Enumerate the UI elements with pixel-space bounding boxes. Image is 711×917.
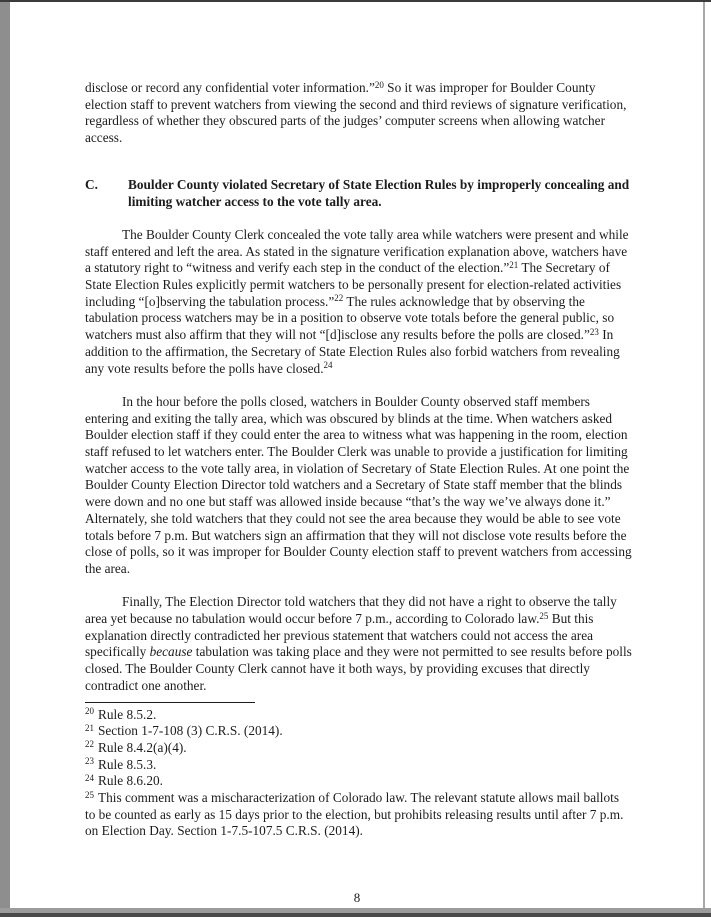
page-left-edge-strip <box>0 0 10 917</box>
page-right-edge-line <box>703 0 705 917</box>
footnote-text: Rule 8.5.2. <box>98 706 157 722</box>
body-paragraph: In the hour before the polls closed, watchers in Boulder County observed staff members entering and exiting the tally area, which was obscured by blinds at the time. When watchers asked Boulder election staff if they could enter the area to witness what was happening in the room, election staff refused to let watchers enter. The Boulder Clerk was unable to provide a justification for limiting watcher access to the vote tally area, in violation of Secretary of State Election Rules. At one point the Boulder County Election Director told watchers and a Secretary of State staff member that the blinds were down and no one but staff was allowed inside because “that’s the way we’ve always done it.” Alternately, she told watchers that they could not see the area because they would be able to see vote totals before 7 p.m. But watchers sign an affirmation that they will not disclose vote results before the close of polls, so it was improper for Boulder County election staff to prevent watchers from accessing the area. <box>85 393 632 576</box>
section-heading <box>85 177 632 210</box>
footnote <box>85 773 632 790</box>
footnote <box>85 740 632 757</box>
footnote-text: Rule 8.4.2(a)(4). <box>98 739 187 755</box>
footnote <box>85 723 632 740</box>
footnote-number: 20 <box>85 706 94 717</box>
body-paragraph: disclose or record any confidential voter information.”$^{20}$ So it was improper for Boulder County election staff to prevent watchers from viewing the second and third reviews of signature verification, regardless of whether they obscured parts of the judges’ computer screens when allowing watcher access. <box>85 79 627 146</box>
footnote-number: 22 <box>85 739 94 750</box>
footnote-text: This comment was a mischaracterization of Colorado law. The relevant statute allows mail ballots to be counted as early as 15 days prior to the election, but prohibits releasing results until after 7 p.m. on Election Day. Section 1-7.5-107.5 C.R.S. (2014). <box>85 790 624 839</box>
footnote-number: 23 <box>85 756 94 767</box>
page-number: 8 <box>353 890 361 905</box>
footnote-number: 25 <box>85 789 94 800</box>
section-heading-text: Boulder County violated Secretary of State Election Rules by improperly concealing and limiting watcher access to the vote tally area. <box>128 176 630 209</box>
footnote-number: 24 <box>85 772 94 783</box>
page-bottom-edge-shadow <box>0 913 711 917</box>
footnote <box>85 790 632 840</box>
footnote-separator <box>85 702 255 703</box>
section-heading-label: C. <box>85 176 98 192</box>
document-body <box>85 80 632 840</box>
body-paragraph: The Boulder County Clerk concealed the vote tally area while watchers were present and while staff entered and left the area. As stated in the signature verification explanation above, watchers have a statutory right to “witness and verify each step in the conduct of the election.”$^{21}$ The Secretary of State Election Rules explicitly permit watchers to be personally present for election-related activities including “[o]bserving the tabulation process.”$^{22}$ The rules acknowledge that by observing the tabulation process watchers may be in a position to observe vote totals before the general public, so watchers must also affirm that they will not “[d]isclose any results before the polls are closed.”$^{23}$ In addition to the affirmation, the Secretary of State Election Rules also forbid watchers from revealing any vote results before the polls have closed.$^{24}$ <box>85 226 629 376</box>
footnotes-section <box>85 707 632 841</box>
footnote <box>85 707 632 724</box>
body-paragraph: Finally, The Election Director told watchers that they did not have a right to observe the tally area yet because no tabulation would occur before 7 p.m., according to Colorado law.$^{25}$ But this explanation directly contradicted her previous statement that watchers could not access the area specifically because tabulation was taking place and they were not permitted to see results before polls closed. The Boulder County Clerk cannot have it both ways, by providing excuses that directly contradict one another. <box>85 594 632 693</box>
page-top-edge-line <box>0 0 711 2</box>
footnote-text: Rule 8.6.20. <box>98 773 164 789</box>
footnote-text: Rule 8.5.3. <box>98 756 157 772</box>
footnote-text: Section 1-7-108 (3) C.R.S. (2014). <box>98 723 283 739</box>
footnote <box>85 757 632 774</box>
footnote-number: 21 <box>85 722 94 733</box>
